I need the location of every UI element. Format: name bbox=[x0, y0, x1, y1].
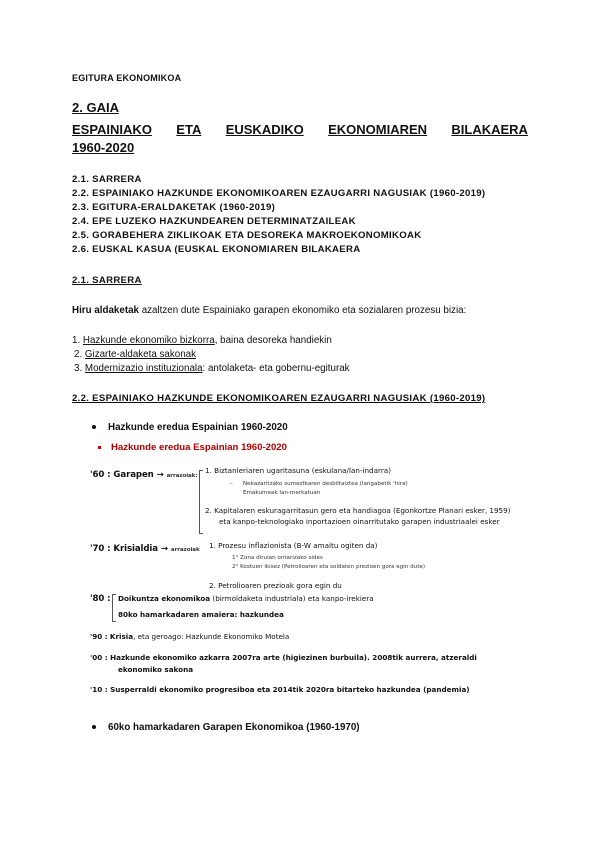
bullet-dot-icon bbox=[92, 725, 96, 729]
row-00-label: '00 : bbox=[90, 653, 108, 662]
toc-item: 2.2. ESPAINIAKO HAZKUNDE EKONOMIKOAREN EZAUGARRI NAGUSIAK (1960-2019) bbox=[72, 188, 486, 199]
toc-item: 2.1. SARRERA bbox=[72, 174, 142, 185]
intro-paragraph bbox=[72, 305, 466, 316]
chapter-title: 2. GAIA bbox=[72, 100, 119, 115]
title-word: EUSKADIKO bbox=[225, 122, 304, 137]
row-70-item1b: 2° Kostuen ikisez (Petrolioaren eta soldaten prezioen gora egin dute) bbox=[232, 564, 426, 570]
list-item bbox=[72, 335, 332, 346]
row-90-rest: , eta geroago: Hazkunde Ekonomiko Motela bbox=[133, 632, 290, 641]
row-70-item1: 1. Prozesu inflazionista (B-W amaitu ogiten da) bbox=[209, 541, 378, 550]
row-80-label: '80 : bbox=[90, 594, 111, 604]
toc-item: 2.5. GORABEHERA ZIKLIKOAK ETA DESOREKA MAKROEKONOMIKOAK bbox=[72, 230, 422, 241]
intro-bold: Hiru aldaketak bbox=[72, 305, 139, 316]
list-link[interactable]: Hazkunde ekonomiko bizkorra bbox=[82, 335, 215, 346]
row-80-line1 bbox=[118, 594, 374, 603]
bullet-item bbox=[92, 422, 288, 433]
row-00 bbox=[90, 653, 477, 662]
row-60-item2: 2. Kapitalaren eskuragarritasun gero eta handiagoa (Egonkortze Planari esker, 1959) bbox=[205, 506, 511, 515]
row-80-line2: 80ko hamarkadaren amaiera: hazkundea bbox=[118, 610, 284, 619]
list-number: 2. bbox=[74, 349, 85, 360]
row-60-item1: 1. Biztanleriaren ugaritasuna (eskulana/lan-indarra) bbox=[205, 466, 392, 475]
bullet-dot-icon bbox=[92, 425, 96, 429]
red-square-bullet-icon bbox=[98, 446, 101, 449]
row-90 bbox=[90, 632, 289, 641]
row-70-label bbox=[90, 544, 200, 554]
row-10-text: Susperraldi ekonomiko progresiboa eta 2014tik 2020ra bitarteko hazkundea (pandemia) bbox=[110, 685, 470, 694]
toc-item: 2.4. EPE LUZEKO HAZKUNDEAREN DETERMINATZAILEAK bbox=[72, 216, 356, 227]
row-90-bold: Krisia bbox=[109, 632, 134, 641]
title-word: EKONOMIAREN bbox=[328, 122, 428, 137]
title-word: ETA bbox=[176, 122, 202, 137]
row-10 bbox=[90, 685, 470, 694]
list-item bbox=[74, 349, 196, 360]
row-60-item1b: Emakumeak lan-merkatuan bbox=[243, 490, 321, 496]
row-60-dash: – bbox=[230, 481, 233, 487]
title-years: 1960-2020 bbox=[72, 140, 135, 155]
bullet-text: Hazkunde eredua Espainian 1960-2020 bbox=[108, 422, 288, 433]
list-rest: : antolaketa- eta gobernu-egiturak bbox=[202, 363, 350, 374]
row-60-label bbox=[90, 470, 197, 480]
title-word: BILAKAERA bbox=[451, 122, 528, 137]
list-link[interactable]: Gizarte-aldaketa sakonak bbox=[84, 349, 196, 360]
bullet-item bbox=[92, 722, 360, 733]
list-number: 1. bbox=[72, 335, 83, 346]
brace-80 bbox=[112, 594, 116, 622]
row-60-label-text: '60 : Garapen bbox=[90, 470, 154, 480]
document-header: EGITURA EKONOMIKOA bbox=[72, 73, 182, 83]
row-70-label-text: '70 : Krisialdia bbox=[90, 544, 158, 554]
arrow-right-icon: → bbox=[160, 544, 168, 554]
bullet-text: 60ko hamarkadaren Garapen Ekonomikoa (1960-1970) bbox=[108, 722, 360, 733]
brace-60 bbox=[199, 470, 203, 534]
row-80-bold: Doikuntza ekonomikoa bbox=[118, 594, 211, 603]
row-60-item1a: Nekazaritzako sumeztkaren desbiltaiztea (langabetik 'hira) bbox=[243, 481, 408, 487]
figure-title bbox=[98, 442, 287, 453]
list-number: 3. bbox=[74, 363, 85, 374]
arrow-right-icon: → bbox=[156, 470, 164, 480]
row-70-item1a: 1° Zona dirulan ontarizako sides bbox=[232, 555, 323, 561]
row-80-rest: (birmoldaketa industriala) eta kanpo-irekiera bbox=[210, 594, 374, 603]
document-title bbox=[72, 122, 528, 137]
row-00-line1: Hazkunde ekonomiko azkarra 2007ra arte (higiezinen burbuila). 2008tik aurrera, atzeraldi bbox=[110, 653, 477, 662]
list-link[interactable]: Modernizazio instituzionala bbox=[84, 363, 203, 374]
row-70-item2: 2. Petrolioaren prezioak gora egin du bbox=[209, 581, 342, 590]
toc-item: 2.6. EUSKAL KASUA (EUSKAL EKONOMIAREN BILAKAERA bbox=[72, 244, 361, 255]
section-heading-sarrera: 2.1. SARRERA bbox=[72, 275, 142, 286]
row-00-line2: ekonomiko sakona bbox=[118, 665, 194, 674]
list-rest: , baina desoreka handiekin bbox=[214, 335, 332, 346]
row-90-label: '90 : bbox=[90, 632, 108, 641]
row-60-item2b: eta kanpo-teknologiako inportazioen oinarritutako garapen industriaalei esker bbox=[219, 517, 500, 526]
row-70-small-label: arrazoiak bbox=[170, 547, 200, 553]
toc-item: 2.3. EGITURA-ERALDAKETAK (1960-2019) bbox=[72, 202, 276, 213]
row-60-small-label: arrazoiak: bbox=[166, 473, 198, 479]
list-item bbox=[74, 363, 350, 374]
section-heading-ezaugarriak: 2.2. ESPAINIAKO HAZKUNDE EKONOMIKOAREN EZAUGARRI NAGUSIAK (1960-2019) bbox=[72, 393, 486, 404]
title-word: ESPAINIAKO bbox=[72, 122, 152, 137]
row-10-label: '10 : bbox=[90, 685, 108, 694]
intro-text: azaltzen dute Espainiako garapen ekonomiko eta sozialaren prozesu bizia: bbox=[138, 305, 467, 316]
figure-title-text: Hazkunde eredua Espainian 1960-2020 bbox=[111, 442, 287, 453]
